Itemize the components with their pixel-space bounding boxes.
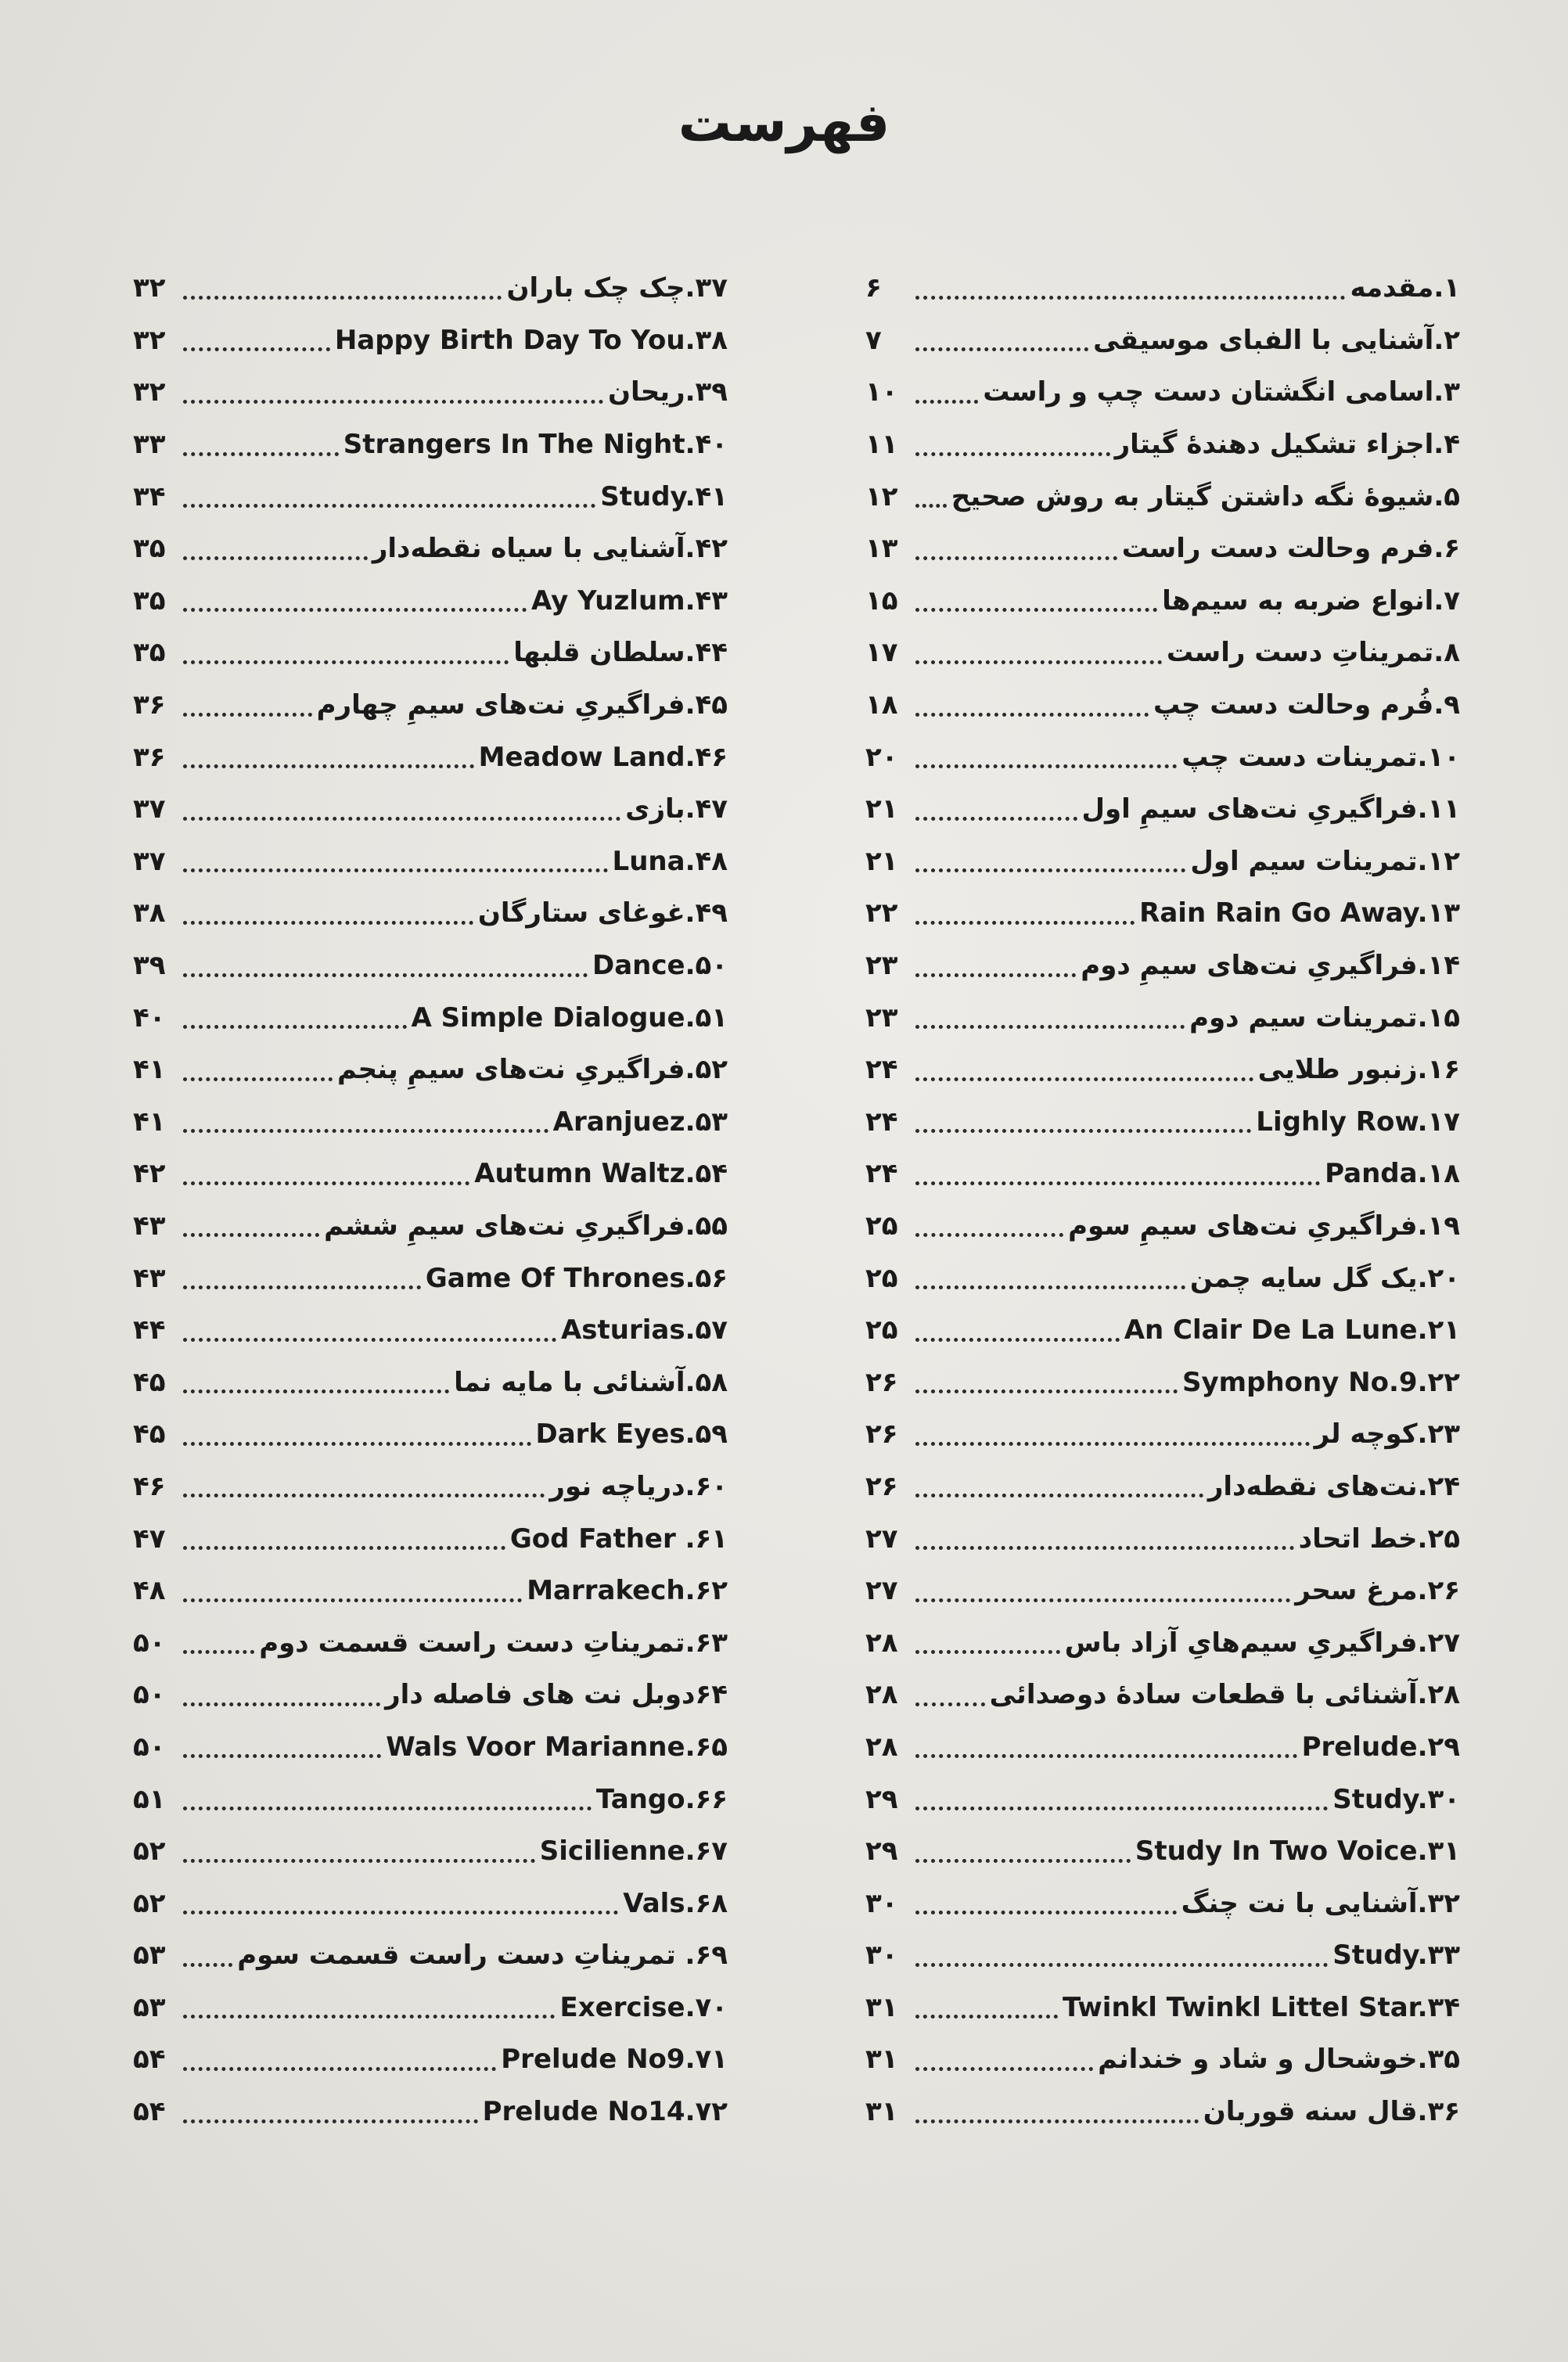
toc-entry bbox=[865, 1773, 1460, 1825]
dot-leader bbox=[183, 1807, 592, 1810]
toc-entry-title: Strangers In The Night.۴۰ bbox=[343, 429, 728, 461]
toc-entry-title: Study.۳۰ bbox=[1332, 1783, 1460, 1815]
toc-entry-title: Luna.۴۸ bbox=[612, 845, 728, 877]
dot-leader bbox=[183, 1077, 333, 1081]
toc-entry-page: ۵۰ bbox=[133, 1731, 166, 1763]
toc-entry bbox=[865, 1408, 1460, 1461]
toc-entry-title: Ay Yuzlum.۴۳ bbox=[531, 584, 728, 617]
dot-leader bbox=[183, 660, 509, 664]
toc-entry-title: Prelude No14.۷۲ bbox=[482, 2096, 728, 2128]
toc-entry-page: ۳۲ bbox=[133, 272, 166, 304]
toc-entry-title: ۴۴.سلطان قلبها bbox=[513, 637, 728, 669]
toc-entry-page: ۳۵ bbox=[133, 533, 166, 565]
toc-entry-page: ۵۰ bbox=[133, 1679, 166, 1711]
toc-entry bbox=[133, 1565, 728, 1617]
dot-leader bbox=[915, 764, 1177, 768]
toc-entry-title: ۳.اسامی انگشتان دست چپ و راست bbox=[983, 376, 1460, 408]
toc-entry bbox=[133, 575, 728, 627]
dot-leader bbox=[915, 1233, 1063, 1237]
toc-entry-page: ۲۵ bbox=[865, 1262, 898, 1294]
toc-entry bbox=[865, 1877, 1460, 1929]
dot-leader bbox=[183, 1911, 618, 1914]
dot-leader bbox=[183, 1650, 254, 1654]
toc-entry-title: ۳۷.چک چک باران bbox=[506, 272, 728, 304]
dot-leader bbox=[183, 1494, 545, 1497]
toc-entry-title: ۶۰.دریاچه نور bbox=[549, 1470, 728, 1502]
toc-entry-title: ۵۲.فراگیریِ نت‌های سیمِ پنجم bbox=[336, 1054, 728, 1086]
dot-leader bbox=[183, 921, 473, 925]
toc-entry bbox=[865, 1616, 1460, 1669]
toc-entry-title: Asturias.۵۷ bbox=[560, 1314, 728, 1346]
toc-entry-page: ۲۸ bbox=[865, 1679, 898, 1711]
dot-leader bbox=[183, 504, 595, 508]
dot-leader bbox=[183, 2119, 478, 2123]
dot-leader bbox=[183, 296, 502, 300]
toc-entry-page: ۴۴ bbox=[133, 1314, 166, 1346]
toc-entry bbox=[133, 1982, 728, 2034]
toc-entry-page: ۴۳ bbox=[133, 1262, 166, 1294]
toc-entry-title: Lighly Row.۱۷ bbox=[1256, 1106, 1460, 1138]
dot-leader bbox=[183, 868, 608, 872]
dot-leader bbox=[915, 347, 1088, 351]
dot-leader bbox=[915, 1859, 1131, 1863]
toc-entry-title: ۸.تمریناتِ دست راست bbox=[1166, 637, 1460, 669]
toc-entry-title: ۴۷.بازی bbox=[625, 793, 728, 825]
toc-entry-page: ۳۰ bbox=[865, 1940, 898, 1972]
toc-entry-page: ۱۵ bbox=[865, 584, 898, 617]
toc-entry-title: Wals Voor Marianne.۶۵ bbox=[386, 1731, 728, 1763]
toc-entry-title: An Clair De La Lune.۲۱ bbox=[1124, 1314, 1460, 1346]
toc-entry-title: ۵۵.فراگیریِ نت‌های سیمِ ششم bbox=[324, 1210, 728, 1242]
toc-entry-page: ۳۷ bbox=[133, 793, 166, 825]
toc-entry bbox=[133, 836, 728, 888]
toc-entry-page: ۲۱ bbox=[865, 793, 898, 825]
toc-entry bbox=[865, 1252, 1460, 1304]
toc-entry bbox=[133, 1044, 728, 1096]
toc-entry-page: ۵۲ bbox=[133, 1835, 166, 1868]
dot-leader bbox=[915, 1963, 1328, 1967]
toc-entry-title: ۱۱.فراگیریِ نت‌های سیمِ اول bbox=[1081, 793, 1460, 825]
toc-entry-title: ۱۹.فراگیریِ نت‌های سیمِ سوم bbox=[1068, 1210, 1460, 1242]
toc-entry-title: ۲۰.یک گل سایه چمن bbox=[1189, 1262, 1460, 1294]
toc-entry bbox=[865, 366, 1460, 419]
dot-leader bbox=[915, 2119, 1199, 2123]
dot-leader bbox=[183, 2015, 555, 2019]
toc-entry-page: ۱۸ bbox=[865, 689, 898, 721]
toc-entry-title: Tango.۶۶ bbox=[595, 1783, 728, 1815]
toc-entry bbox=[133, 1773, 728, 1825]
toc-entry-title: ۵۸.آشنائی با مایه نما bbox=[454, 1366, 728, 1398]
toc-entry-page: ۲۶ bbox=[865, 1366, 898, 1398]
toc-entry-page: ۶ bbox=[865, 272, 882, 304]
toc-entry bbox=[865, 315, 1460, 367]
toc-entry-page: ۵۱ bbox=[133, 1783, 166, 1815]
toc-entry bbox=[865, 887, 1460, 940]
dot-leader bbox=[183, 973, 588, 977]
toc-entry-title: ۲۴.نت‌های نقطه‌دار bbox=[1207, 1470, 1460, 1502]
toc-entry-title: ۳۹.ریحان bbox=[607, 376, 728, 408]
toc-entry-title: A Simple Dialogue.۵۱ bbox=[411, 1001, 728, 1034]
toc-entry-page: ۲۹ bbox=[865, 1783, 898, 1815]
toc-entry-title: Study.۳۳ bbox=[1332, 1940, 1460, 1972]
toc-entry-page: ۲۱ bbox=[865, 845, 898, 877]
toc-entry bbox=[133, 991, 728, 1044]
toc-entry bbox=[865, 262, 1460, 315]
dot-leader bbox=[915, 1442, 1310, 1446]
toc-entry-title: Dark Eyes.۵۹ bbox=[535, 1418, 728, 1451]
toc-entry-page: ۵۴ bbox=[133, 2044, 166, 2076]
toc-entry-title: ۲.آشنایی با الفبای موسیقی bbox=[1093, 324, 1460, 356]
dot-leader bbox=[915, 1129, 1251, 1133]
toc-entry bbox=[865, 783, 1460, 836]
toc-entry-title: ۳۵.خوشحال و شاد و خندانم bbox=[1098, 2044, 1460, 2076]
toc-entry-title: Marrakech.۶۲ bbox=[527, 1575, 728, 1607]
toc-entry-page: ۱۷ bbox=[865, 637, 898, 669]
dot-leader bbox=[915, 817, 1077, 821]
toc-entry-page: ۲۳ bbox=[865, 1001, 898, 1034]
toc-entry bbox=[133, 1721, 728, 1774]
toc-entry bbox=[865, 1825, 1460, 1878]
dot-leader bbox=[183, 1859, 535, 1863]
toc-entry bbox=[133, 1669, 728, 1721]
toc-entry bbox=[865, 470, 1460, 523]
toc-entry bbox=[133, 1461, 728, 1513]
toc-entry-title: Game Of Thrones.۵۶ bbox=[425, 1262, 728, 1294]
toc-entry-page: ۴۳ bbox=[133, 1210, 166, 1242]
dot-leader bbox=[915, 1807, 1328, 1810]
dot-leader bbox=[915, 452, 1110, 456]
toc-entry bbox=[865, 1096, 1460, 1149]
toc-entry bbox=[865, 1721, 1460, 1774]
toc-entry-title: ۱.مقدمه bbox=[1350, 272, 1460, 304]
dot-leader bbox=[915, 2015, 1058, 2019]
toc-entry bbox=[133, 1304, 728, 1357]
dot-leader bbox=[183, 1546, 505, 1550]
toc-entry-page: ۳۲ bbox=[133, 324, 166, 356]
dot-leader bbox=[183, 1129, 548, 1133]
toc-entry-page: ۲۹ bbox=[865, 1835, 898, 1868]
toc-entry-title: Meadow Land.۴۶ bbox=[478, 741, 728, 773]
toc-entry-page: ۴۱ bbox=[133, 1054, 166, 1086]
toc-entry-title: ۱۲.تمرینات سیم اول bbox=[1190, 845, 1460, 877]
toc-entry-page: ۳۲ bbox=[133, 376, 166, 408]
dot-leader bbox=[915, 1025, 1185, 1029]
toc-entry bbox=[865, 836, 1460, 888]
toc-entry-title: ۷.انواع ضربه به سیم‌ها bbox=[1162, 584, 1460, 617]
toc-entry-title: Happy Birth Day To You.۳۸ bbox=[334, 324, 728, 356]
dot-leader bbox=[915, 973, 1076, 977]
toc-entry bbox=[133, 1929, 728, 1982]
toc-entry-title: Vals.۶۸ bbox=[623, 1887, 728, 1919]
toc-entry-title: ۵.شیوهٔ نگه داشتن گیتار به روش صحیح bbox=[951, 480, 1460, 512]
toc-entry bbox=[865, 1565, 1460, 1617]
toc-entry-title: ۴۵.فراگیریِ نت‌های سیمِ چهارم bbox=[316, 689, 728, 721]
toc-entry-page: ۳۱ bbox=[865, 1991, 898, 2023]
toc-entry-title: Panda.۱۸ bbox=[1325, 1158, 1460, 1190]
toc-entry-title: Twinkl Twinkl Littel Star.۳۴ bbox=[1062, 1991, 1460, 2023]
toc-entry-page: ۴۷ bbox=[133, 1523, 166, 1555]
toc-entry-title: ۱۰.تمرینات دست چپ bbox=[1181, 741, 1460, 773]
toc-entry bbox=[133, 783, 728, 836]
toc-entry bbox=[865, 1929, 1460, 1982]
toc-entry-page: ۳۶ bbox=[133, 741, 166, 773]
toc-entry-title: ۱۶.زنبور طلایی bbox=[1257, 1054, 1460, 1086]
toc-entry-page: ۱۲ bbox=[865, 480, 898, 512]
toc-entry-page: ۱۰ bbox=[865, 376, 898, 408]
toc-entry bbox=[133, 1825, 728, 1878]
toc-entry bbox=[133, 366, 728, 419]
toc-entry-page: ۳۰ bbox=[865, 1887, 898, 1919]
toc-entry-title: God Father .۶۱ bbox=[509, 1523, 728, 1555]
dot-leader bbox=[183, 1442, 531, 1446]
dot-leader bbox=[915, 1754, 1297, 1758]
toc-column-right bbox=[865, 262, 1460, 2137]
toc-entry-title: ۶۹. تمریناتِ دست راست قسمت سوم bbox=[237, 1940, 728, 1972]
toc-entry-title: Study In Two Voice.۳۱ bbox=[1135, 1835, 1460, 1868]
dot-leader bbox=[183, 2067, 496, 2071]
toc-entry-page: ۷ bbox=[865, 324, 882, 356]
toc-entry-title: Aranjuez.۵۳ bbox=[552, 1106, 728, 1138]
toc-entry-page: ۳۳ bbox=[133, 429, 166, 461]
toc-entry bbox=[865, 1200, 1460, 1253]
dot-leader bbox=[183, 1233, 319, 1237]
toc-entry bbox=[865, 2086, 1460, 2138]
toc-entry-title: Prelude.۲۹ bbox=[1301, 1731, 1460, 1763]
toc-entry-page: ۵۴ bbox=[133, 2096, 166, 2128]
toc-entry bbox=[865, 679, 1460, 732]
toc-entry-title: ۱۴.فراگیریِ نت‌های سیمِ دوم bbox=[1081, 950, 1460, 982]
dot-leader bbox=[915, 400, 978, 404]
toc-entry-title: Dance.۵۰ bbox=[592, 950, 728, 982]
toc-entry bbox=[133, 315, 728, 367]
toc-entry-page: ۳۶ bbox=[133, 689, 166, 721]
dot-leader bbox=[915, 2067, 1093, 2071]
toc-entry-page: ۵۳ bbox=[133, 1991, 166, 2023]
toc-entry-page: ۲۳ bbox=[865, 950, 898, 982]
dot-leader bbox=[183, 1702, 380, 1706]
toc-entry-title: ۲۷.فراگیریِ سیم‌هایِ آزاد باس bbox=[1064, 1627, 1460, 1659]
toc-entry-page: ۲۷ bbox=[865, 1523, 898, 1555]
dot-leader bbox=[183, 608, 527, 612]
dot-leader bbox=[915, 868, 1185, 872]
dot-leader bbox=[915, 1494, 1203, 1497]
toc-entry bbox=[133, 262, 728, 315]
toc-entry bbox=[133, 1356, 728, 1408]
toc-column-left bbox=[133, 262, 728, 2137]
toc-entry-page: ۵۲ bbox=[133, 1887, 166, 1919]
dot-leader bbox=[915, 921, 1135, 925]
toc-entry-title: ۲۳.کوچه لر bbox=[1314, 1418, 1460, 1451]
toc-entry bbox=[865, 419, 1460, 471]
dot-leader bbox=[915, 1702, 985, 1706]
dot-leader bbox=[915, 1285, 1185, 1289]
toc-entry-page: ۴۸ bbox=[133, 1575, 166, 1607]
toc-entry-page: ۳۱ bbox=[865, 2096, 898, 2128]
dot-leader bbox=[183, 713, 312, 717]
dot-leader bbox=[915, 1338, 1120, 1342]
toc-entry-title: ۳۲.آشنایی با نت چنگ bbox=[1181, 1887, 1460, 1919]
toc-entry-page: ۳۱ bbox=[865, 2044, 898, 2076]
dot-leader bbox=[183, 452, 339, 456]
toc-entry-title: Autumn Waltz.۵۴ bbox=[474, 1158, 728, 1190]
toc-entry-page: ۳۵ bbox=[133, 584, 166, 617]
toc-entry-title: ۲۵.خط اتحاد bbox=[1298, 1523, 1460, 1555]
dot-leader bbox=[183, 1390, 449, 1393]
toc-entry bbox=[865, 523, 1460, 575]
toc-entry-page: ۳۸ bbox=[133, 897, 166, 929]
dot-leader bbox=[183, 1963, 232, 1967]
toc-entry bbox=[133, 731, 728, 783]
toc-entry-page: ۳۹ bbox=[133, 950, 166, 982]
toc-entry bbox=[865, 1148, 1460, 1200]
toc-entry bbox=[133, 419, 728, 471]
toc-entry-title: ۲۸.آشنائی با قطعات سادهٔ دوصدائی bbox=[989, 1679, 1460, 1711]
toc-entry bbox=[133, 1096, 728, 1149]
toc-entry-title: ۱۵.تمرینات سیم دوم bbox=[1189, 1001, 1460, 1034]
page-title: فهرست bbox=[678, 92, 890, 154]
toc-entry-title: ۳۶.قال سنه قوربان bbox=[1203, 2096, 1460, 2128]
toc-entry-page: ۴۱ bbox=[133, 1106, 166, 1138]
toc-entry-title: Rain Rain Go Away.۱۳ bbox=[1139, 897, 1460, 929]
dot-leader bbox=[915, 556, 1117, 560]
toc-entry-title: ۲۶.مرغ سحر bbox=[1295, 1575, 1460, 1607]
dot-leader bbox=[915, 1598, 1290, 1602]
toc-entry bbox=[133, 1512, 728, 1565]
toc-entry-title: Sicilienne.۶۷ bbox=[539, 1835, 728, 1868]
toc-entry-page: ۴۰ bbox=[133, 1001, 166, 1034]
dot-leader bbox=[915, 1546, 1294, 1550]
dot-leader bbox=[183, 400, 603, 404]
toc-entry-page: ۲۴ bbox=[865, 1158, 898, 1190]
toc-entry bbox=[865, 1982, 1460, 2034]
toc-entry bbox=[133, 523, 728, 575]
dot-leader bbox=[183, 1025, 407, 1029]
toc-entry bbox=[133, 1200, 728, 1253]
toc-entry bbox=[133, 2086, 728, 2138]
toc-entry-page: ۲۶ bbox=[865, 1418, 898, 1451]
toc-entry-page: ۲۸ bbox=[865, 1627, 898, 1659]
dot-leader bbox=[183, 1598, 522, 1602]
toc-entry-page: ۳۵ bbox=[133, 637, 166, 669]
toc-entry-title: ۶.فرم وحالت دست راست bbox=[1121, 533, 1460, 565]
dot-leader bbox=[183, 817, 620, 821]
dot-leader bbox=[915, 1181, 1320, 1185]
toc-entry bbox=[865, 1304, 1460, 1357]
toc-entry-page: ۵۳ bbox=[133, 1940, 166, 1972]
toc-entry bbox=[133, 887, 728, 940]
toc-entry bbox=[865, 2033, 1460, 2086]
toc-entry-title: ۴۲.آشنایی با سیاه نقطه‌دار bbox=[372, 533, 728, 565]
toc-entry-title: ۶۳.تمریناتِ دست راست قسمت دوم bbox=[259, 1627, 728, 1659]
dot-leader bbox=[183, 1285, 421, 1289]
toc-entry bbox=[133, 470, 728, 523]
toc-entry bbox=[133, 940, 728, 992]
dot-leader bbox=[183, 556, 368, 560]
dot-leader bbox=[915, 1390, 1178, 1393]
toc-entry bbox=[133, 1408, 728, 1461]
dot-leader bbox=[183, 1181, 469, 1185]
toc-entry-page: ۱۱ bbox=[865, 429, 898, 461]
toc-entry-page: ۲۰ bbox=[865, 741, 898, 773]
toc-entry-title: Exercise.۷۰ bbox=[559, 1991, 728, 2023]
toc-entry bbox=[865, 1044, 1460, 1096]
toc-entry-page: ۲۷ bbox=[865, 1575, 898, 1607]
dot-leader bbox=[915, 1650, 1060, 1654]
toc-entry-page: ۲۵ bbox=[865, 1314, 898, 1346]
dot-leader bbox=[915, 296, 1345, 300]
toc-entry bbox=[133, 679, 728, 732]
toc-entry-title: ۹.فُرم وحالت دست چپ bbox=[1153, 689, 1460, 721]
toc-entry bbox=[865, 1461, 1460, 1513]
dot-leader bbox=[915, 713, 1149, 717]
toc-entry-page: ۴۵ bbox=[133, 1418, 166, 1451]
dot-leader bbox=[183, 347, 330, 351]
toc-entry-page: ۴۶ bbox=[133, 1470, 166, 1502]
toc-entry-title: Study.۴۱ bbox=[600, 480, 728, 512]
toc-entry bbox=[865, 1356, 1460, 1408]
toc-entry-page: ۳۷ bbox=[133, 845, 166, 877]
toc-entry bbox=[865, 731, 1460, 783]
dot-leader bbox=[183, 764, 474, 768]
toc-entry-title: ۴.اجزاء تشکیل دهندهٔ گیتار bbox=[1114, 429, 1460, 461]
toc-entry-page: ۴۲ bbox=[133, 1158, 166, 1190]
toc-entry-page: ۲۴ bbox=[865, 1106, 898, 1138]
toc-entry-page: ۲۸ bbox=[865, 1731, 898, 1763]
toc-entry-title: Symphony No.9.۲۲ bbox=[1182, 1366, 1460, 1398]
toc-entry bbox=[865, 1512, 1460, 1565]
toc-entry bbox=[865, 575, 1460, 627]
toc-entry bbox=[865, 627, 1460, 679]
toc-entry bbox=[865, 940, 1460, 992]
toc-entry-title: Prelude No9.۷۱ bbox=[501, 2044, 728, 2076]
toc-entry bbox=[133, 2033, 728, 2086]
toc-entry-title: ۶۴دوبل نت های فاصله دار bbox=[385, 1679, 728, 1711]
toc-entry bbox=[865, 1669, 1460, 1721]
dot-leader bbox=[915, 608, 1157, 612]
toc-entry-title: ۴۹.غوغای ستارگان bbox=[477, 897, 728, 929]
toc-entry bbox=[865, 991, 1460, 1044]
dot-leader bbox=[183, 1338, 556, 1342]
toc-entry-page: ۲۶ bbox=[865, 1470, 898, 1502]
toc-entry bbox=[133, 1877, 728, 1929]
toc-entry bbox=[133, 1616, 728, 1669]
dot-leader bbox=[915, 504, 947, 508]
dot-leader bbox=[915, 660, 1162, 664]
dot-leader bbox=[915, 1911, 1177, 1914]
toc-entry bbox=[133, 1148, 728, 1200]
toc-entry-page: ۴۵ bbox=[133, 1366, 166, 1398]
toc-entry bbox=[133, 627, 728, 679]
dot-leader bbox=[915, 1077, 1253, 1081]
toc-entry-page: ۳۴ bbox=[133, 480, 166, 512]
toc-entry-page: ۱۳ bbox=[865, 533, 898, 565]
toc-entry bbox=[133, 1252, 728, 1304]
dot-leader bbox=[183, 1754, 381, 1758]
toc-entry-page: ۲۲ bbox=[865, 897, 898, 929]
toc-entry-page: ۵۰ bbox=[133, 1627, 166, 1659]
toc-entry-page: ۲۵ bbox=[865, 1210, 898, 1242]
toc-entry-page: ۲۴ bbox=[865, 1054, 898, 1086]
